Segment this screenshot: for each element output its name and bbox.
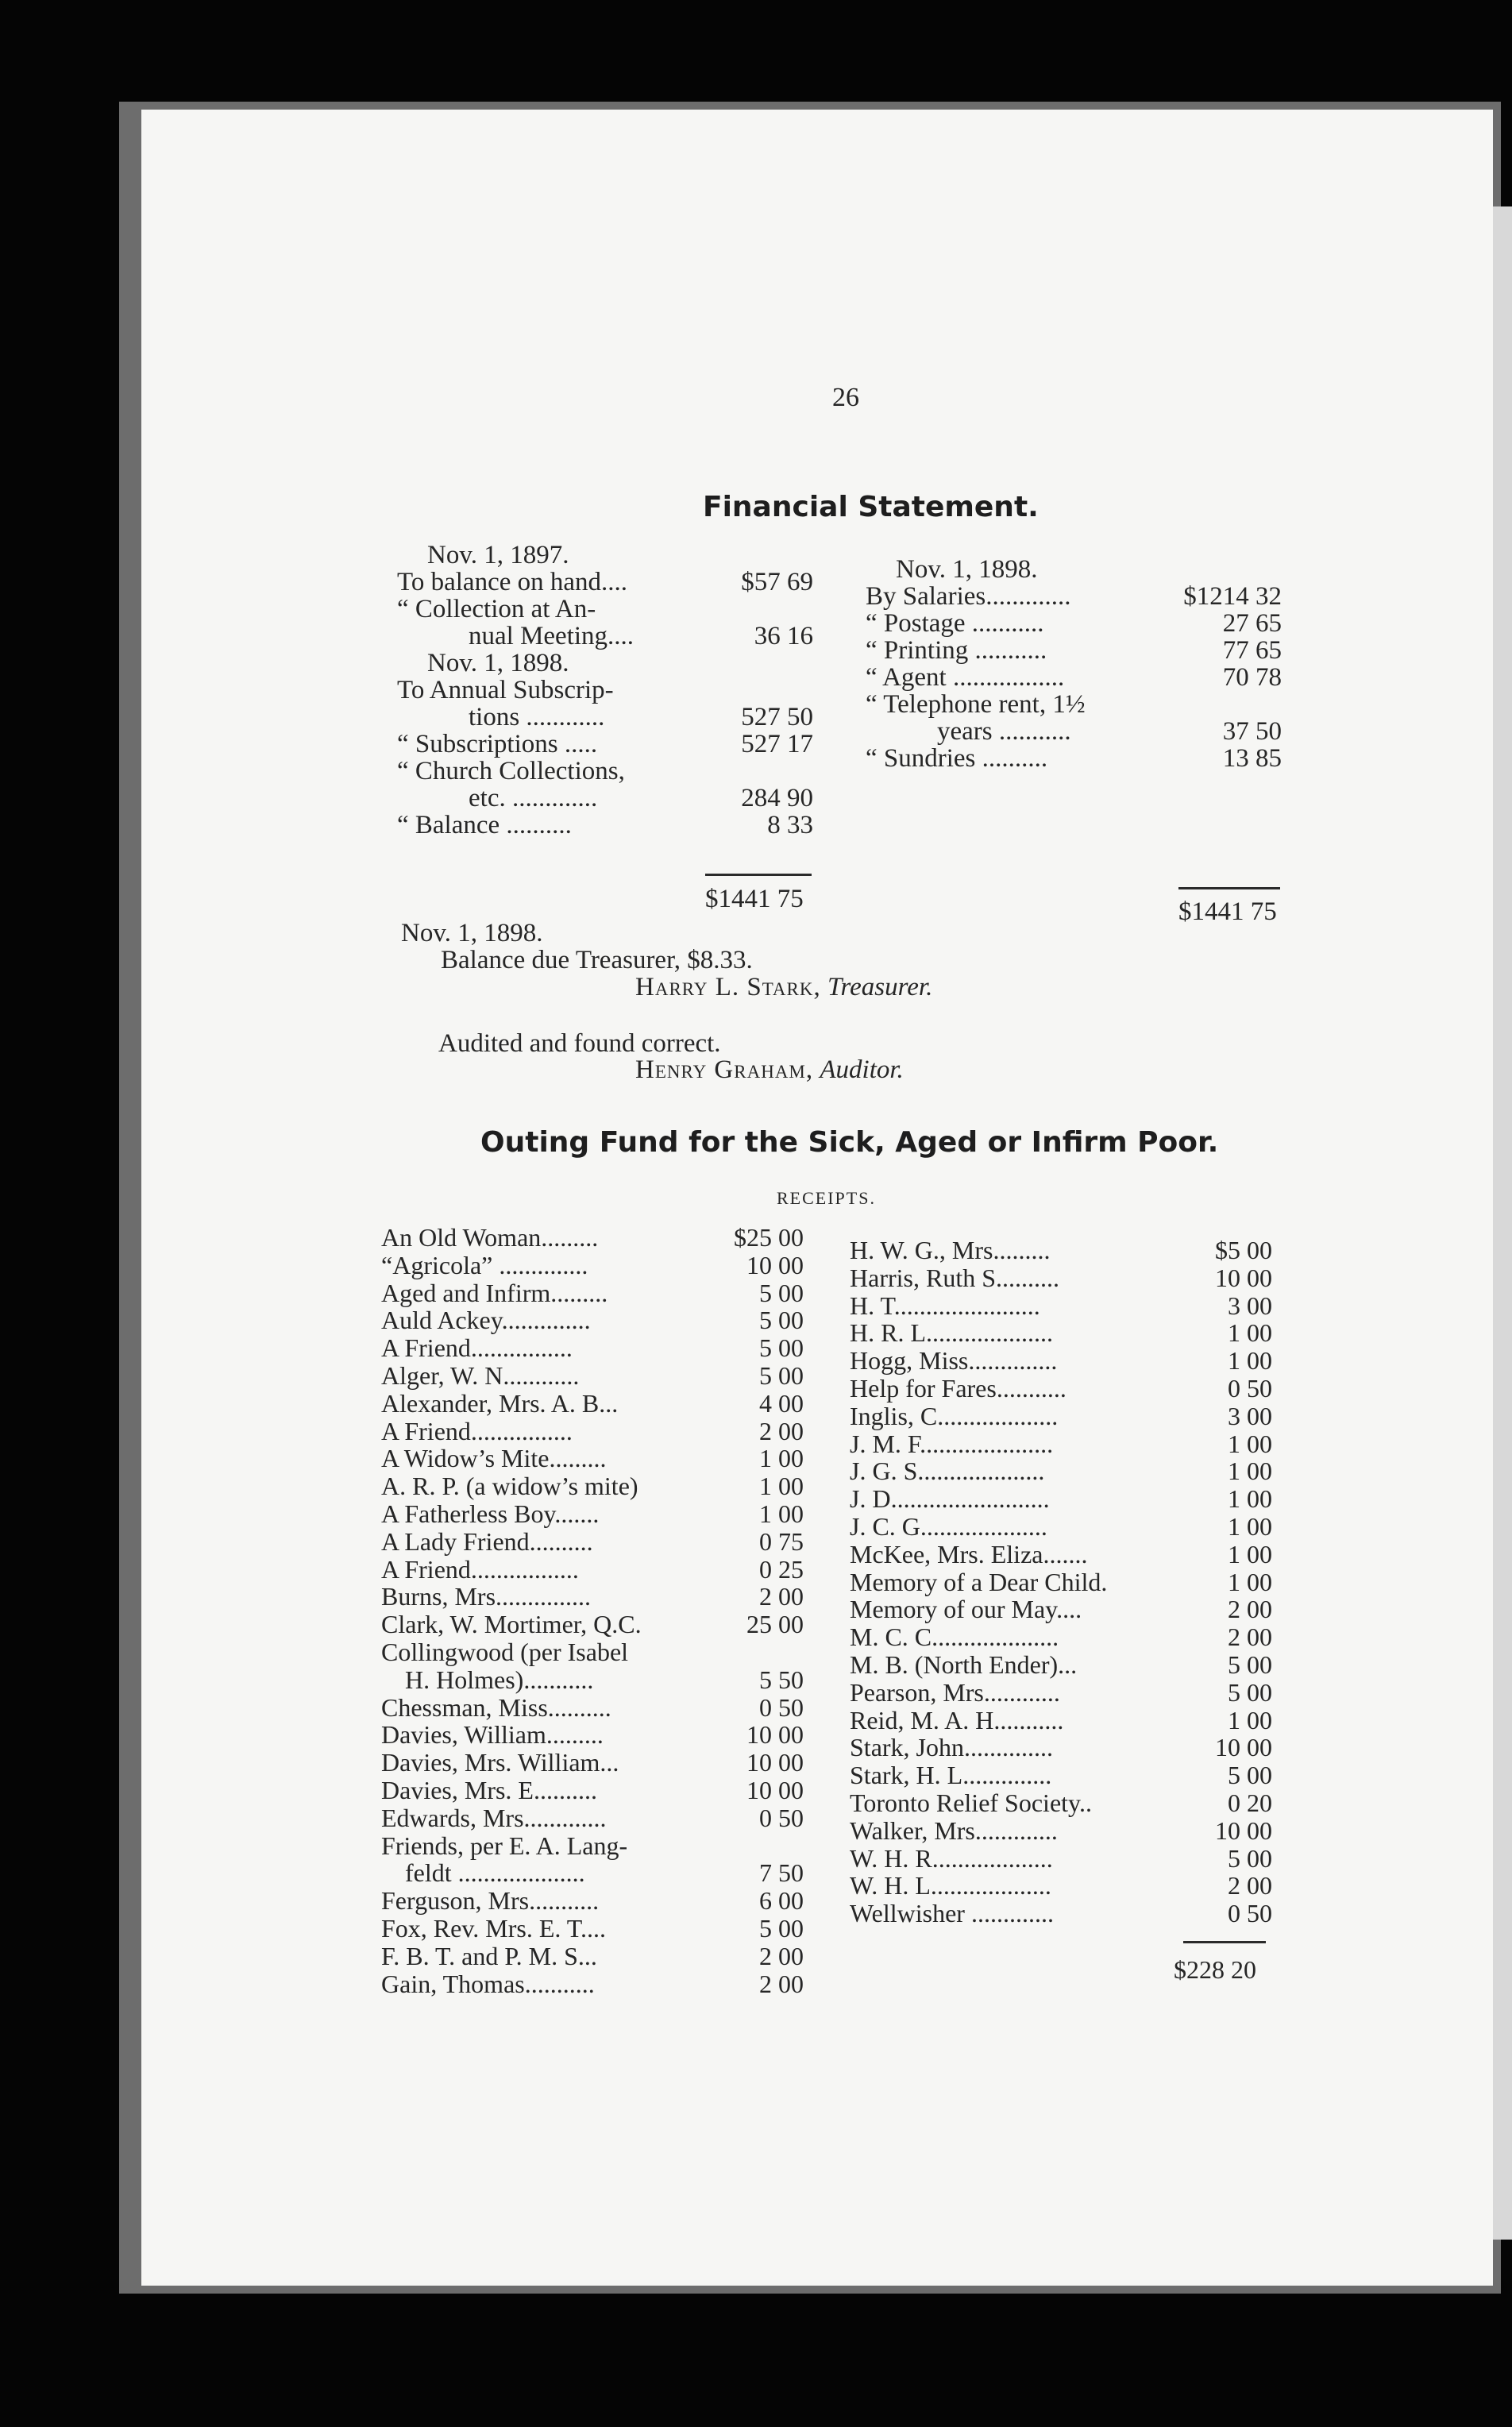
receipt-left-amount: 0 50 — [759, 1803, 804, 1832]
receipt-left-name: A Fatherless Boy....... — [381, 1499, 600, 1528]
receipt-right-name: McKee, Mrs. Eliza....... — [850, 1539, 1088, 1568]
fin-left-total-rule — [705, 874, 812, 876]
receipt-left-amount: 0 25 — [759, 1554, 804, 1584]
receipt-left-name: A Lady Friend.......... — [381, 1526, 593, 1556]
fin-right-item-label: “ Telephone rent, 1½ — [866, 690, 1086, 719]
fin-auditor-signature — [635, 1056, 904, 1083]
fin-left-total: $1441 75 — [705, 885, 804, 913]
receipt-right-name: W. H. R................... — [850, 1843, 1053, 1873]
receipt-right-amount: 1 00 — [1228, 1457, 1272, 1486]
receipt-right-amount: 0 20 — [1228, 1788, 1272, 1817]
receipt-left-amount: 10 00 — [746, 1250, 804, 1279]
fin-left-item-label: To Annual Subscrip- — [397, 676, 614, 704]
receipt-right-name: H. R. L.................... — [850, 1318, 1053, 1348]
receipt-left-amount: 5 00 — [759, 1306, 804, 1335]
receipt-left-name: Burns, Mrs............... — [381, 1582, 592, 1611]
fin-treasurer-signature — [635, 974, 932, 1001]
page-number: 26 — [832, 383, 859, 412]
receipt-left-name: Davies, Mrs. E.......... — [381, 1776, 597, 1804]
receipt-left-name: Alger, W. N............ — [381, 1361, 580, 1390]
receipt-left-name: A Widow’s Mite......... — [381, 1444, 607, 1473]
fin-left-item-amount: 527 50 — [741, 703, 813, 731]
receipt-left-name: Gain, Thomas........... — [381, 1969, 595, 1998]
receipt-left-name: Chessman, Miss.......... — [381, 1692, 611, 1722]
receipt-left-name: A Friend................. — [381, 1554, 579, 1584]
receipt-left-amount: 1 00 — [759, 1472, 804, 1501]
receipt-right-amount: 1 00 — [1228, 1705, 1272, 1734]
receipt-right-name: Wellwisher ............. — [850, 1899, 1054, 1928]
receipt-right-amount: 5 00 — [1228, 1761, 1272, 1790]
fin-left-item-label: To balance on hand.... — [397, 568, 628, 596]
receipt-right-amount: 1 00 — [1228, 1567, 1272, 1596]
fin-right-item-label: By Salaries............. — [866, 582, 1071, 611]
receipt-right-name: Walker, Mrs............. — [850, 1815, 1058, 1845]
receipt-right-amount: 2 00 — [1228, 1595, 1272, 1624]
receipt-left-amount: 10 00 — [746, 1748, 804, 1777]
receipt-right-amount: 1 00 — [1228, 1512, 1272, 1541]
fin-right-item-amount: $1214 32 — [1183, 582, 1282, 611]
fin-balance-due: Balance due Treasurer, $8.33. — [441, 946, 753, 974]
receipt-left-name: Auld Ackey.............. — [381, 1306, 591, 1335]
receipt-right-amount: 1 00 — [1228, 1318, 1272, 1348]
fin-left-item-amount: 36 16 — [754, 622, 813, 650]
receipt-right-name: Harris, Ruth S.......... — [850, 1263, 1059, 1292]
receipt-left-amount: 2 00 — [759, 1582, 804, 1611]
fin-left-item-label: etc. ............. — [469, 784, 598, 812]
receipt-right-name: Stark, John.............. — [850, 1733, 1053, 1762]
receipt-right-name: J. D......................... — [850, 1484, 1050, 1514]
receipt-right-amount: 1 00 — [1228, 1484, 1272, 1514]
fin-left-item-label: nual Meeting.... — [469, 622, 634, 650]
fin-left-item-amount: 527 17 — [741, 730, 813, 758]
fin-right-total-rule — [1178, 887, 1280, 889]
fin-left-item-label: tions ............ — [469, 703, 605, 731]
fin-right-item-amount: 70 78 — [1222, 663, 1282, 692]
fin-left-item-label: “ Subscriptions ..... — [397, 730, 598, 758]
fin-right-item-amount: 37 50 — [1222, 717, 1282, 746]
receipt-right-name: J. M. F..................... — [850, 1429, 1054, 1458]
receipt-left-name: H. Holmes)........... — [405, 1665, 594, 1694]
receipt-right-amount: 10 00 — [1215, 1815, 1272, 1845]
receipts-total-rule — [1183, 1941, 1266, 1943]
receipts-subtitle: RECEIPTS. — [777, 1188, 876, 1208]
fin-right-item-label: Nov. 1, 1898. — [896, 555, 1038, 584]
fin-left-item-amount: 284 90 — [741, 784, 813, 812]
fin-right-item-amount: 77 65 — [1222, 636, 1282, 665]
receipt-right-amount: 0 50 — [1228, 1374, 1272, 1403]
receipt-right-amount: 10 00 — [1215, 1733, 1272, 1762]
fin-left-column — [397, 542, 826, 859]
receipt-left-amount: 7 50 — [759, 1858, 804, 1888]
receipt-left-name: Ferguson, Mrs........... — [381, 1886, 600, 1916]
receipt-left-amount: 25 00 — [746, 1610, 804, 1639]
receipt-left-amount: 10 00 — [746, 1720, 804, 1750]
receipt-left-name: Aged and Infirm......... — [381, 1278, 608, 1307]
fin-right-item-label: “ Agent ................. — [866, 663, 1065, 692]
receipt-right-amount: 1 00 — [1228, 1346, 1272, 1376]
fin-closing-date: Nov. 1, 1898. — [401, 919, 543, 947]
fin-right-total: $1441 75 — [1178, 897, 1277, 926]
receipt-left-name: Friends, per E. A. Lang- — [381, 1831, 628, 1860]
receipt-left-amount: 5 00 — [759, 1333, 804, 1363]
receipt-right-name: H. T....................... — [850, 1291, 1040, 1320]
receipt-right-name: M. C. C.................... — [850, 1623, 1059, 1652]
receipt-right-amount: 10 00 — [1215, 1263, 1272, 1292]
receipt-right-amount: 3 00 — [1228, 1401, 1272, 1430]
receipts-right-column — [850, 1236, 1279, 1935]
receipt-right-name: H. W. G., Mrs......... — [850, 1236, 1051, 1264]
fin-left-item-label: “ Church Collections, — [397, 757, 625, 785]
receipt-right-amount: 1 00 — [1228, 1539, 1272, 1568]
receipt-right-name: W. H. L................... — [850, 1871, 1051, 1900]
receipt-left-amount: 4 00 — [759, 1388, 804, 1418]
fin-audited-note: Audited and found correct. — [438, 1029, 721, 1058]
auditor-title: Auditor. — [820, 1055, 904, 1084]
receipts-left-column — [381, 1223, 810, 2001]
fin-left-item-label: “ Balance .......... — [397, 811, 572, 839]
receipt-left-amount: 1 00 — [759, 1499, 804, 1528]
receipt-left-amount: 2 00 — [759, 1941, 804, 1970]
fin-left-item-label: Nov. 1, 1898. — [427, 649, 569, 677]
fin-right-item-label: “ Postage ........... — [866, 609, 1044, 638]
receipt-left-amount: 2 00 — [759, 1969, 804, 1998]
receipt-left-amount: 10 00 — [746, 1776, 804, 1804]
receipt-left-name: F. B. T. and P. M. S... — [381, 1941, 597, 1970]
receipt-left-amount: 0 75 — [759, 1526, 804, 1556]
treasurer-name: Harry L. Stark, — [635, 973, 821, 1001]
receipt-left-amount: 2 00 — [759, 1416, 804, 1445]
receipt-left-amount: 5 50 — [759, 1665, 804, 1694]
receipt-left-name: Clark, W. Mortimer, Q.C. — [381, 1610, 642, 1639]
receipt-left-amount: $25 00 — [734, 1223, 804, 1252]
receipts-total: $228 20 — [1174, 1955, 1256, 1984]
receipt-right-amount: $5 00 — [1215, 1236, 1272, 1264]
receipt-right-name: Stark, H. L.............. — [850, 1761, 1052, 1790]
receipt-left-amount: 5 00 — [759, 1914, 804, 1943]
financial-statement-title: Financial Statement. — [703, 491, 1039, 523]
receipt-right-amount: 0 50 — [1228, 1899, 1272, 1928]
receipt-left-name: Davies, Mrs. William... — [381, 1748, 619, 1777]
receipt-right-name: Memory of our May.... — [850, 1595, 1082, 1624]
receipt-left-name: Fox, Rev. Mrs. E. T.... — [381, 1914, 606, 1943]
next-page-edge — [1493, 206, 1512, 2240]
receipt-right-amount: 5 00 — [1228, 1677, 1272, 1707]
fin-right-item-label: years ........... — [937, 717, 1071, 746]
receipt-left-name: “Agricola” .............. — [381, 1250, 588, 1279]
receipt-right-amount: 5 00 — [1228, 1843, 1272, 1873]
receipt-left-name: Davies, William......... — [381, 1720, 604, 1750]
auditor-name: Henry Graham, — [635, 1055, 814, 1084]
receipt-left-amount: 0 50 — [759, 1692, 804, 1722]
outing-fund-title: Outing Fund for the Sick, Aged or Infirm Poor. — [480, 1126, 1219, 1159]
receipt-left-name: Edwards, Mrs............. — [381, 1803, 607, 1832]
receipt-right-name: Pearson, Mrs............ — [850, 1677, 1060, 1707]
fin-right-item-label: “ Sundries .......... — [866, 744, 1048, 773]
receipt-right-name: M. B. (North Ender)... — [850, 1650, 1078, 1679]
receipt-right-name: Reid, M. A. H........... — [850, 1705, 1064, 1734]
receipt-left-amount: 5 00 — [759, 1361, 804, 1390]
fin-right-item-amount: 13 85 — [1222, 744, 1282, 773]
receipt-left-name: feldt .................... — [405, 1858, 585, 1888]
fin-left-item-label: “ Collection at An- — [397, 595, 596, 623]
fin-right-column — [866, 556, 1294, 794]
receipt-left-name: A Friend................ — [381, 1416, 573, 1445]
receipt-right-name: Inglis, C................... — [850, 1401, 1059, 1430]
receipt-right-amount: 2 00 — [1228, 1871, 1272, 1900]
fin-right-item-amount: 27 65 — [1222, 609, 1282, 638]
fin-left-item-label: Nov. 1, 1897. — [427, 541, 569, 569]
treasurer-title: Treasurer. — [827, 973, 933, 1001]
receipt-left-amount: 1 00 — [759, 1444, 804, 1473]
receipt-left-amount: 6 00 — [759, 1886, 804, 1916]
receipt-right-amount: 5 00 — [1228, 1650, 1272, 1679]
receipt-left-amount: 5 00 — [759, 1278, 804, 1307]
receipt-left-name: An Old Woman......... — [381, 1223, 599, 1252]
receipt-left-name: Collingwood (per Isabel — [381, 1638, 629, 1666]
fin-left-item-amount: 8 33 — [767, 811, 813, 839]
receipt-right-name: J. C. G.................... — [850, 1512, 1047, 1541]
receipt-left-name: A. R. P. (a widow’s mite) — [381, 1472, 638, 1501]
receipt-right-name: Help for Fares........... — [850, 1374, 1066, 1403]
receipt-right-name: J. G. S.................... — [850, 1457, 1045, 1486]
fin-right-item-label: “ Printing ........... — [866, 636, 1047, 665]
receipt-right-name: Memory of a Dear Child. — [850, 1567, 1108, 1596]
receipt-right-amount: 2 00 — [1228, 1623, 1272, 1652]
fin-left-item-amount: $57 69 — [741, 568, 813, 596]
receipt-right-amount: 1 00 — [1228, 1429, 1272, 1458]
receipt-right-name: Hogg, Miss.............. — [850, 1346, 1058, 1376]
receipt-right-amount: 3 00 — [1228, 1291, 1272, 1320]
receipt-left-name: A Friend................ — [381, 1333, 573, 1363]
receipt-right-name: Toronto Relief Society.. — [850, 1788, 1092, 1817]
receipt-left-name: Alexander, Mrs. A. B... — [381, 1388, 619, 1418]
